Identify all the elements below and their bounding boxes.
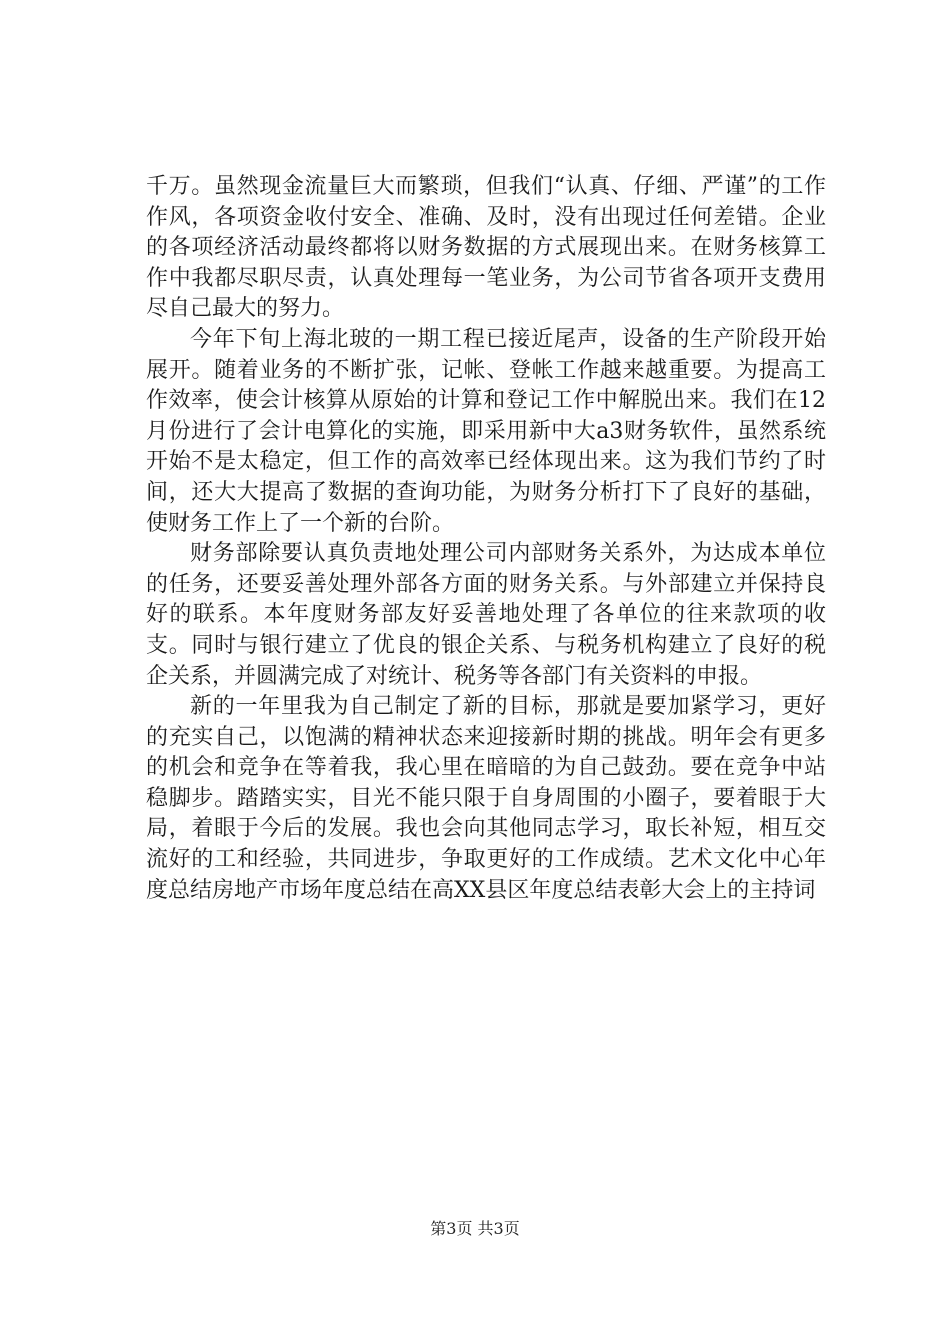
paragraph-1: 千万。虽然现金流量巨大而繁琐，但我们“认真、仔细、严谨”的工作作风，各项资金收付安全、准确、及时，没有出现过任何差错。企业的各项经济活动最终都将以财务数据的方式展现出来。在财务核算工作中我都尽职尽责，认真处理每一笔业务，为公司节省各项开支费用尽自己最大的努力。 (146, 174, 826, 322)
paragraph-2: 今年下旬上海北玻的一期工程已接近尾声，设备的生产阶段开始展开。随着业务的不断扩张，记帐、登帐工作越来越重要。为提高工作效率，使会计核算从原始的计算和登记工作中解脱出来。我们在12月份进行了会计电算化的实施，即采用新中大a3财务软件，虽然系统开始不是太稳定，但工作的高效率已经体现出来。这为我们节约了时间，还大大提高了数据的查询功能，为财务分析打下了良好的基础，使财务工作上了一个新的台阶。 (146, 326, 826, 536)
paragraph-4: 新的一年里我为自己制定了新的目标，那就是要加紧学习，更好的充实自己，以饱满的精神状态来迎接新时期的挑战。明年会有更多的机会和竞争在等着我，我心里在暗暗的为自己鼓劲。要在竞争中站稳脚步。踏踏实实，目光不能只限于自身周围的小圈子，要着眼于大局，着眼于今后的发展。我也会向其他同志学习，取长补短，相互交流好的工和经验，共同进步，争取更好的工作成绩。艺术文化中心年度总结房地产市场年度总结在高XX县区年度总结表彰大会上的主持词 (146, 694, 826, 903)
paragraph-3: 财务部除要认真负责地处理公司内部财务关系外，为达成本单位的任务，还要妥善处理外部各方面的财务关系。与外部建立并保持良好的联系。本年度财务部友好妥善地处理了各单位的往来款项的收支。同时与银行建立了优良的银企关系、与税务机构建立了良好的税企关系，并圆满完成了对统计、税务等各部门有关资料的申报。 (146, 541, 826, 689)
page-footer: 第3页 共3页 (430, 1219, 520, 1238)
document-body (146, 172, 826, 906)
